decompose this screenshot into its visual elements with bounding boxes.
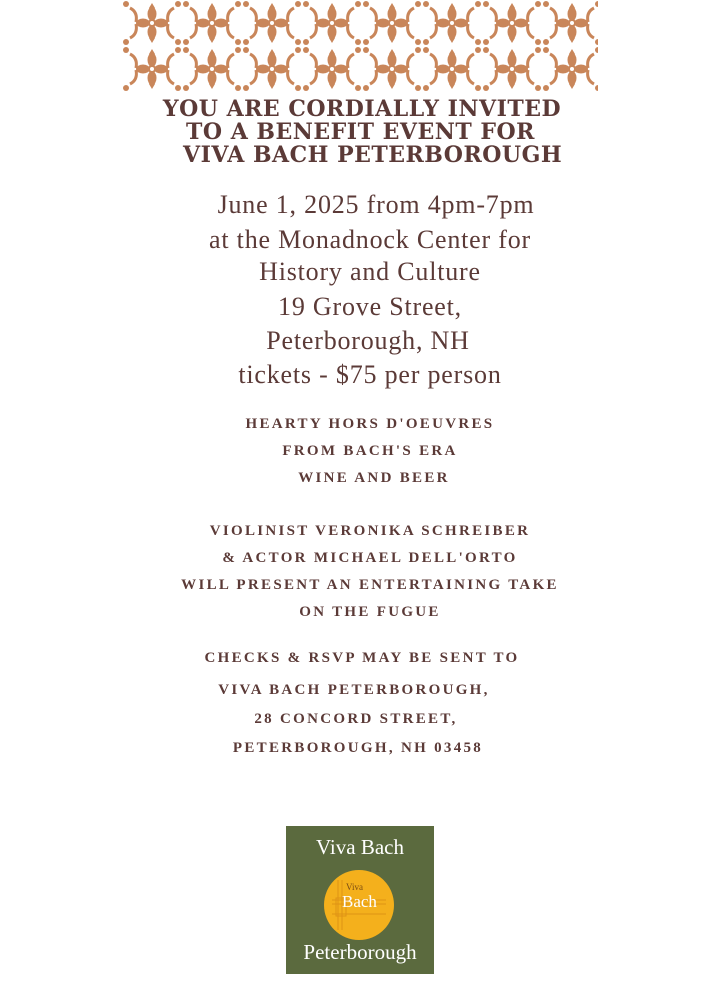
logo-circle-small-text: Viva (346, 882, 363, 892)
damask-floral-tile-pattern-icon (122, 0, 598, 92)
invitation-heading-line-2: TO A BENEFIT EVENT FOR (186, 119, 535, 145)
performance-line-3: WILL PRESENT AN ENTERTAINING TAKE (181, 577, 559, 593)
rsvp-line-4: PETERBOROUGH, NH 03458 (232, 740, 484, 756)
logo-top-text: Viva Bach (316, 835, 404, 859)
event-ticket-price: tickets - $75 per person (238, 360, 502, 389)
refreshments-line-1: HEARTY HORS D'OEUVRES (245, 416, 495, 432)
viva-bach-logo (286, 826, 434, 974)
event-city-state: Peterborough, NH (266, 326, 470, 355)
performance-line-4: ON THE FUGUE (299, 604, 441, 620)
refreshments-line-3: WINE AND BEER (298, 470, 450, 486)
event-venue-line-1: at the Monadnock Center for (209, 225, 531, 254)
rsvp-line-3: 28 CONCORD STREET, (254, 711, 458, 727)
performance-line-1: VIOLINIST VERONIKA SCHREIBER (209, 523, 531, 539)
event-venue-line-2: History and Culture (259, 257, 481, 286)
invitation-heading-line-1: YOU ARE CORDIALLY INVITED (162, 96, 562, 122)
event-date-time: June 1, 2025 from 4pm-7pm (217, 190, 535, 219)
logo-circle (324, 870, 394, 940)
logo-bottom-text: Peterborough (303, 940, 417, 964)
performance-line-2: & ACTOR MICHAEL DELL'ORTO (222, 550, 518, 566)
rsvp-line-1: CHECKS & RSVP MAY BE SENT TO (204, 650, 520, 666)
refreshments-line-2: FROM BACH'S ERA (282, 443, 458, 459)
rsvp-line-2: VIVA BACH PETERBOROUGH, (218, 682, 490, 698)
damask-pattern-band (122, 0, 598, 92)
invitation-heading-line-3: VIVA BACH PETERBOROUGH (183, 142, 563, 168)
logo-circle-text: Bach (342, 892, 377, 911)
event-street-address: 19 Grove Street, (278, 292, 462, 321)
